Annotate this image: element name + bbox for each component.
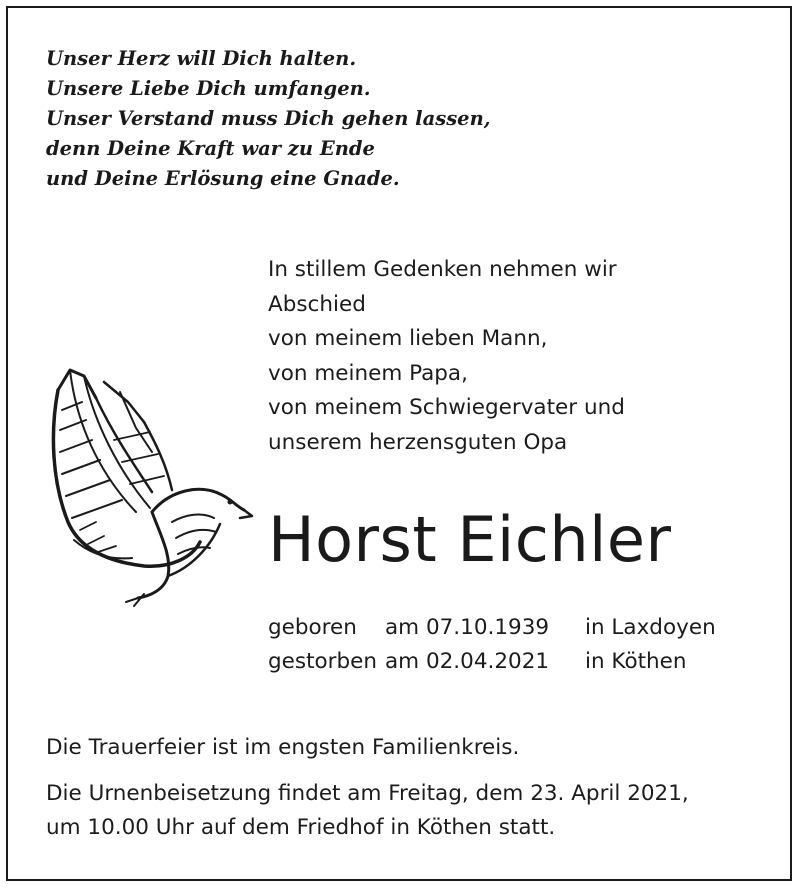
funeral-ceremony-note: Die Trauerfeier ist im engsten Familienkreis.	[46, 735, 520, 760]
death-place: in Köthen	[585, 649, 687, 674]
death-date: am 02.04.2021	[385, 649, 550, 674]
farewell-text	[268, 253, 625, 460]
poem-line: denn Deine Kraft war zu Ende	[46, 137, 375, 160]
birth-date: am 07.10.1939	[385, 615, 550, 640]
poem-verse	[46, 44, 491, 194]
birth-row	[268, 611, 716, 645]
funeral-info	[46, 731, 689, 845]
birth-label: geboren	[268, 615, 357, 640]
farewell-line: unserem herzensguten Opa	[268, 429, 568, 455]
farewell-line: von meinem Schwiegervater und	[268, 395, 625, 420]
life-dates	[268, 611, 716, 679]
death-label: gestorben	[268, 649, 378, 674]
poem-line: Unser Verstand muss Dich gehen lassen,	[46, 107, 491, 130]
farewell-line: von meinem lieben Mann,	[268, 326, 548, 351]
farewell-line: von meinem Papa,	[268, 360, 468, 386]
death-row	[268, 645, 716, 679]
burial-note-line: Die Urnenbeisetzung findet am Freitag, dem 23. April 2021,	[46, 781, 689, 806]
farewell-line: Abschied	[268, 291, 366, 317]
praying-hands-dove-icon	[40, 362, 255, 607]
poem-line: und Deine Erlösung eine Gnade.	[46, 167, 400, 190]
deceased-name: Horst Eichler	[268, 503, 672, 576]
poem-line: Unsere Liebe Dich umfangen.	[46, 77, 371, 100]
burial-note-line: um 10.00 Uhr auf dem Friedhof in Köthen statt.	[46, 815, 556, 840]
birth-place: in Laxdoyen	[585, 615, 716, 640]
farewell-line: In stillem Gedenken nehmen wir	[268, 257, 617, 282]
poem-line: Unser Herz will Dich halten.	[46, 47, 357, 70]
